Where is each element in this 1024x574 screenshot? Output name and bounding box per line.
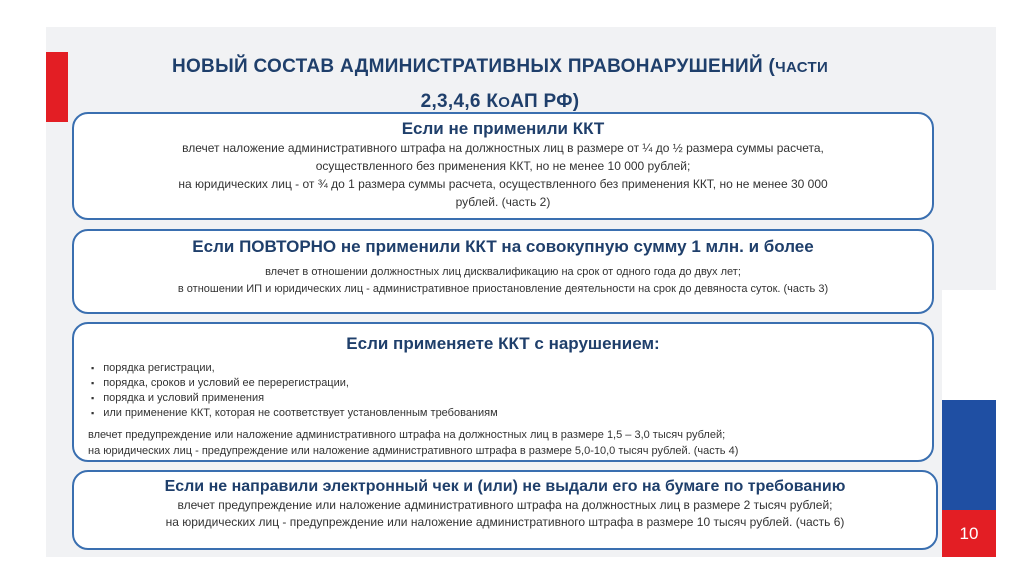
- list-item: ▪ порядка регистрации,: [110, 361, 932, 376]
- violation-box-repeat: [72, 229, 934, 314]
- violation-box-improper-use: [72, 322, 934, 462]
- slide-title: [100, 50, 900, 120]
- box-heading: Если не направили электронный чек и (или) не выдали его на бумаге по требованию: [164, 478, 846, 495]
- list-item: ▪ порядка, сроков и условий ее перерегистрации,: [110, 376, 932, 391]
- box-text-line: рублей. (часть 2): [455, 195, 551, 209]
- box-text-line: на юридических лиц - предупреждение или наложение административного штрафа в размере 10 тысяч рублей. (часть 6): [165, 515, 845, 529]
- title-line-1-small: ЧАСТИ: [775, 59, 829, 76]
- title-line-2-end: АП РФ): [510, 91, 580, 112]
- penalty-text: [74, 427, 932, 459]
- list-item: ▪ или применение ККТ, которая не соответствует установленным требованиям: [110, 406, 932, 421]
- title-line-2-small: О: [498, 94, 511, 111]
- page-number: 10: [959, 523, 979, 543]
- box-text-line: на юридических лиц - предупреждение или наложение административного штрафа в размере 5,0-10,0 тысяч рублей. (часть 4): [88, 445, 739, 457]
- box-text-line: влечет наложение административного штрафа на должностных лиц в размере от ¼ до ½ размера суммы расчета,: [182, 141, 824, 155]
- box-text-line: влечет в отношении должностных лиц дисквалификацию на срок от одного года до двух лет;: [265, 266, 741, 278]
- title-line-1: [100, 50, 900, 85]
- violation-list: [74, 361, 932, 421]
- violation-box-no-receipt: [72, 470, 938, 550]
- flag-stripe-white: [942, 290, 996, 400]
- box-text-line: на юридических лиц - от ¾ до 1 размера суммы расчета, осуществленного без применения ККТ, но не менее 30 000: [178, 177, 828, 191]
- violation-box-no-kkt: [72, 112, 934, 220]
- box-text-line: влечет предупреждение или наложение административного штрафа на должностных лиц в размере 1,5 – 3,0 тысяч рублей;: [88, 429, 726, 441]
- box-heading: Если не применили ККТ: [401, 119, 605, 138]
- list-item: ▪ порядка и условий применения: [110, 391, 932, 406]
- title-line-1-main: НОВЫЙ СОСТАВ АДМИНИСТРАТИВНЫХ ПРАВОНАРУШЕНИЙ (: [171, 56, 776, 77]
- title-line-2-main: 2,3,4,6 К: [420, 91, 499, 112]
- box-text-line: влечет предупреждение или наложение административного штрафа на должностных лиц в размере 2 тысяч рублей;: [177, 498, 833, 512]
- box-text-line: осуществленного без применения ККТ, но не менее 10 000 рублей;: [315, 159, 691, 173]
- flag-stripe-blue: [942, 400, 996, 510]
- box-text-line: в отношении ИП и юридических лиц - административное приостановление деятельности на срок до девяноста суток. (часть 3): [177, 283, 829, 295]
- box-heading: Если применяете ККТ с нарушением:: [346, 334, 660, 353]
- box-heading: Если ПОВТОРНО не применили ККТ на совокупную сумму 1 млн. и более: [192, 237, 814, 256]
- red-accent-bar: [46, 52, 68, 122]
